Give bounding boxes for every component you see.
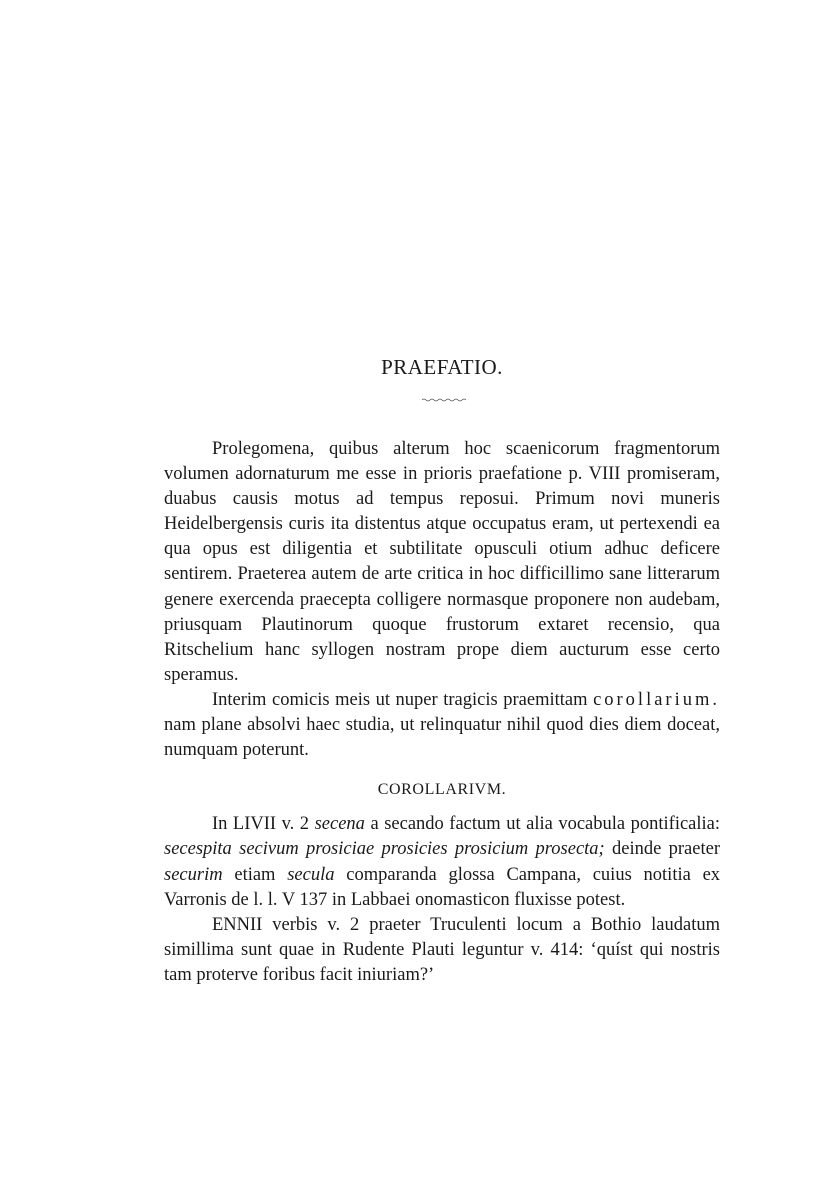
divider-squiggle-icon (164, 389, 720, 409)
livii-text-4: etiam (234, 864, 276, 885)
livii-text-1: In LIVII v. 2 (212, 814, 310, 835)
paragraph-prolegomena: Prolegomena, quibus alterum hoc scaenicorum fragmentorum volumen adornaturum me esse in prioris praefatione p. VIII promiseram, duabus causis motus ad tempus reposui. Primum novi muneris Heidelbergensis curis ita distentus atque occupatus eram, ut pertexendi ea qua opus est diligentia et subtilitate opusculi otium adhuc deficere sentirem. Praeterea autem de arte critica in hoc difficillimo sane litterarum genere exercenda praecepta colligere normasque proponere non audebam, priusquam Plautinorum quoque frustorum extaret recensio, qua Ritschelium hanc syllogen nostram prope diem aucturum esse certo speramus. (164, 439, 720, 685)
paragraph-interim-part-a: Interim comicis meis ut nuper tragicis praemittam (212, 689, 588, 710)
livii-text-5: comparanda glossa Campana, cuius notitia ex Varronis de l. l. V 137 in Labbaei onomasticon fluxisse potest. (164, 864, 721, 910)
paragraph-ennii: ENNII verbis v. 2 praeter Truculenti locum a Bothio laudatum simillima sunt quae in Rudente Plauti leguntur v. 414: ‘quíst qui nostris tam proterve foribus facit iniuriam?’ (164, 914, 720, 985)
page-title: PRAEFATIO. (381, 355, 503, 379)
livii-text-2: a secando factum ut alia vocabula pontificalia: (370, 814, 721, 835)
livii-italic-secula: secula (287, 864, 335, 885)
livii-italic-secena: secena (314, 814, 365, 835)
main-text (164, 437, 720, 988)
paragraph-interim-part-c: nam plane absolvi haec studia, ut relinquatur nihil quod dies diem doceat, numquam poterunt. (164, 715, 720, 761)
paragraph-interim-spaced-word: corollarium. (593, 689, 720, 710)
livii-italic-list: secespita secivum prosiciae prosicies prosicium prosecta; (164, 839, 605, 860)
livii-text-3: deinde praeter (612, 839, 720, 860)
livii-italic-securim: securim (164, 864, 223, 885)
paragraph-livii (164, 812, 720, 912)
paragraph-interim (164, 688, 720, 763)
section-heading: COROLLARIVM. (377, 781, 507, 799)
